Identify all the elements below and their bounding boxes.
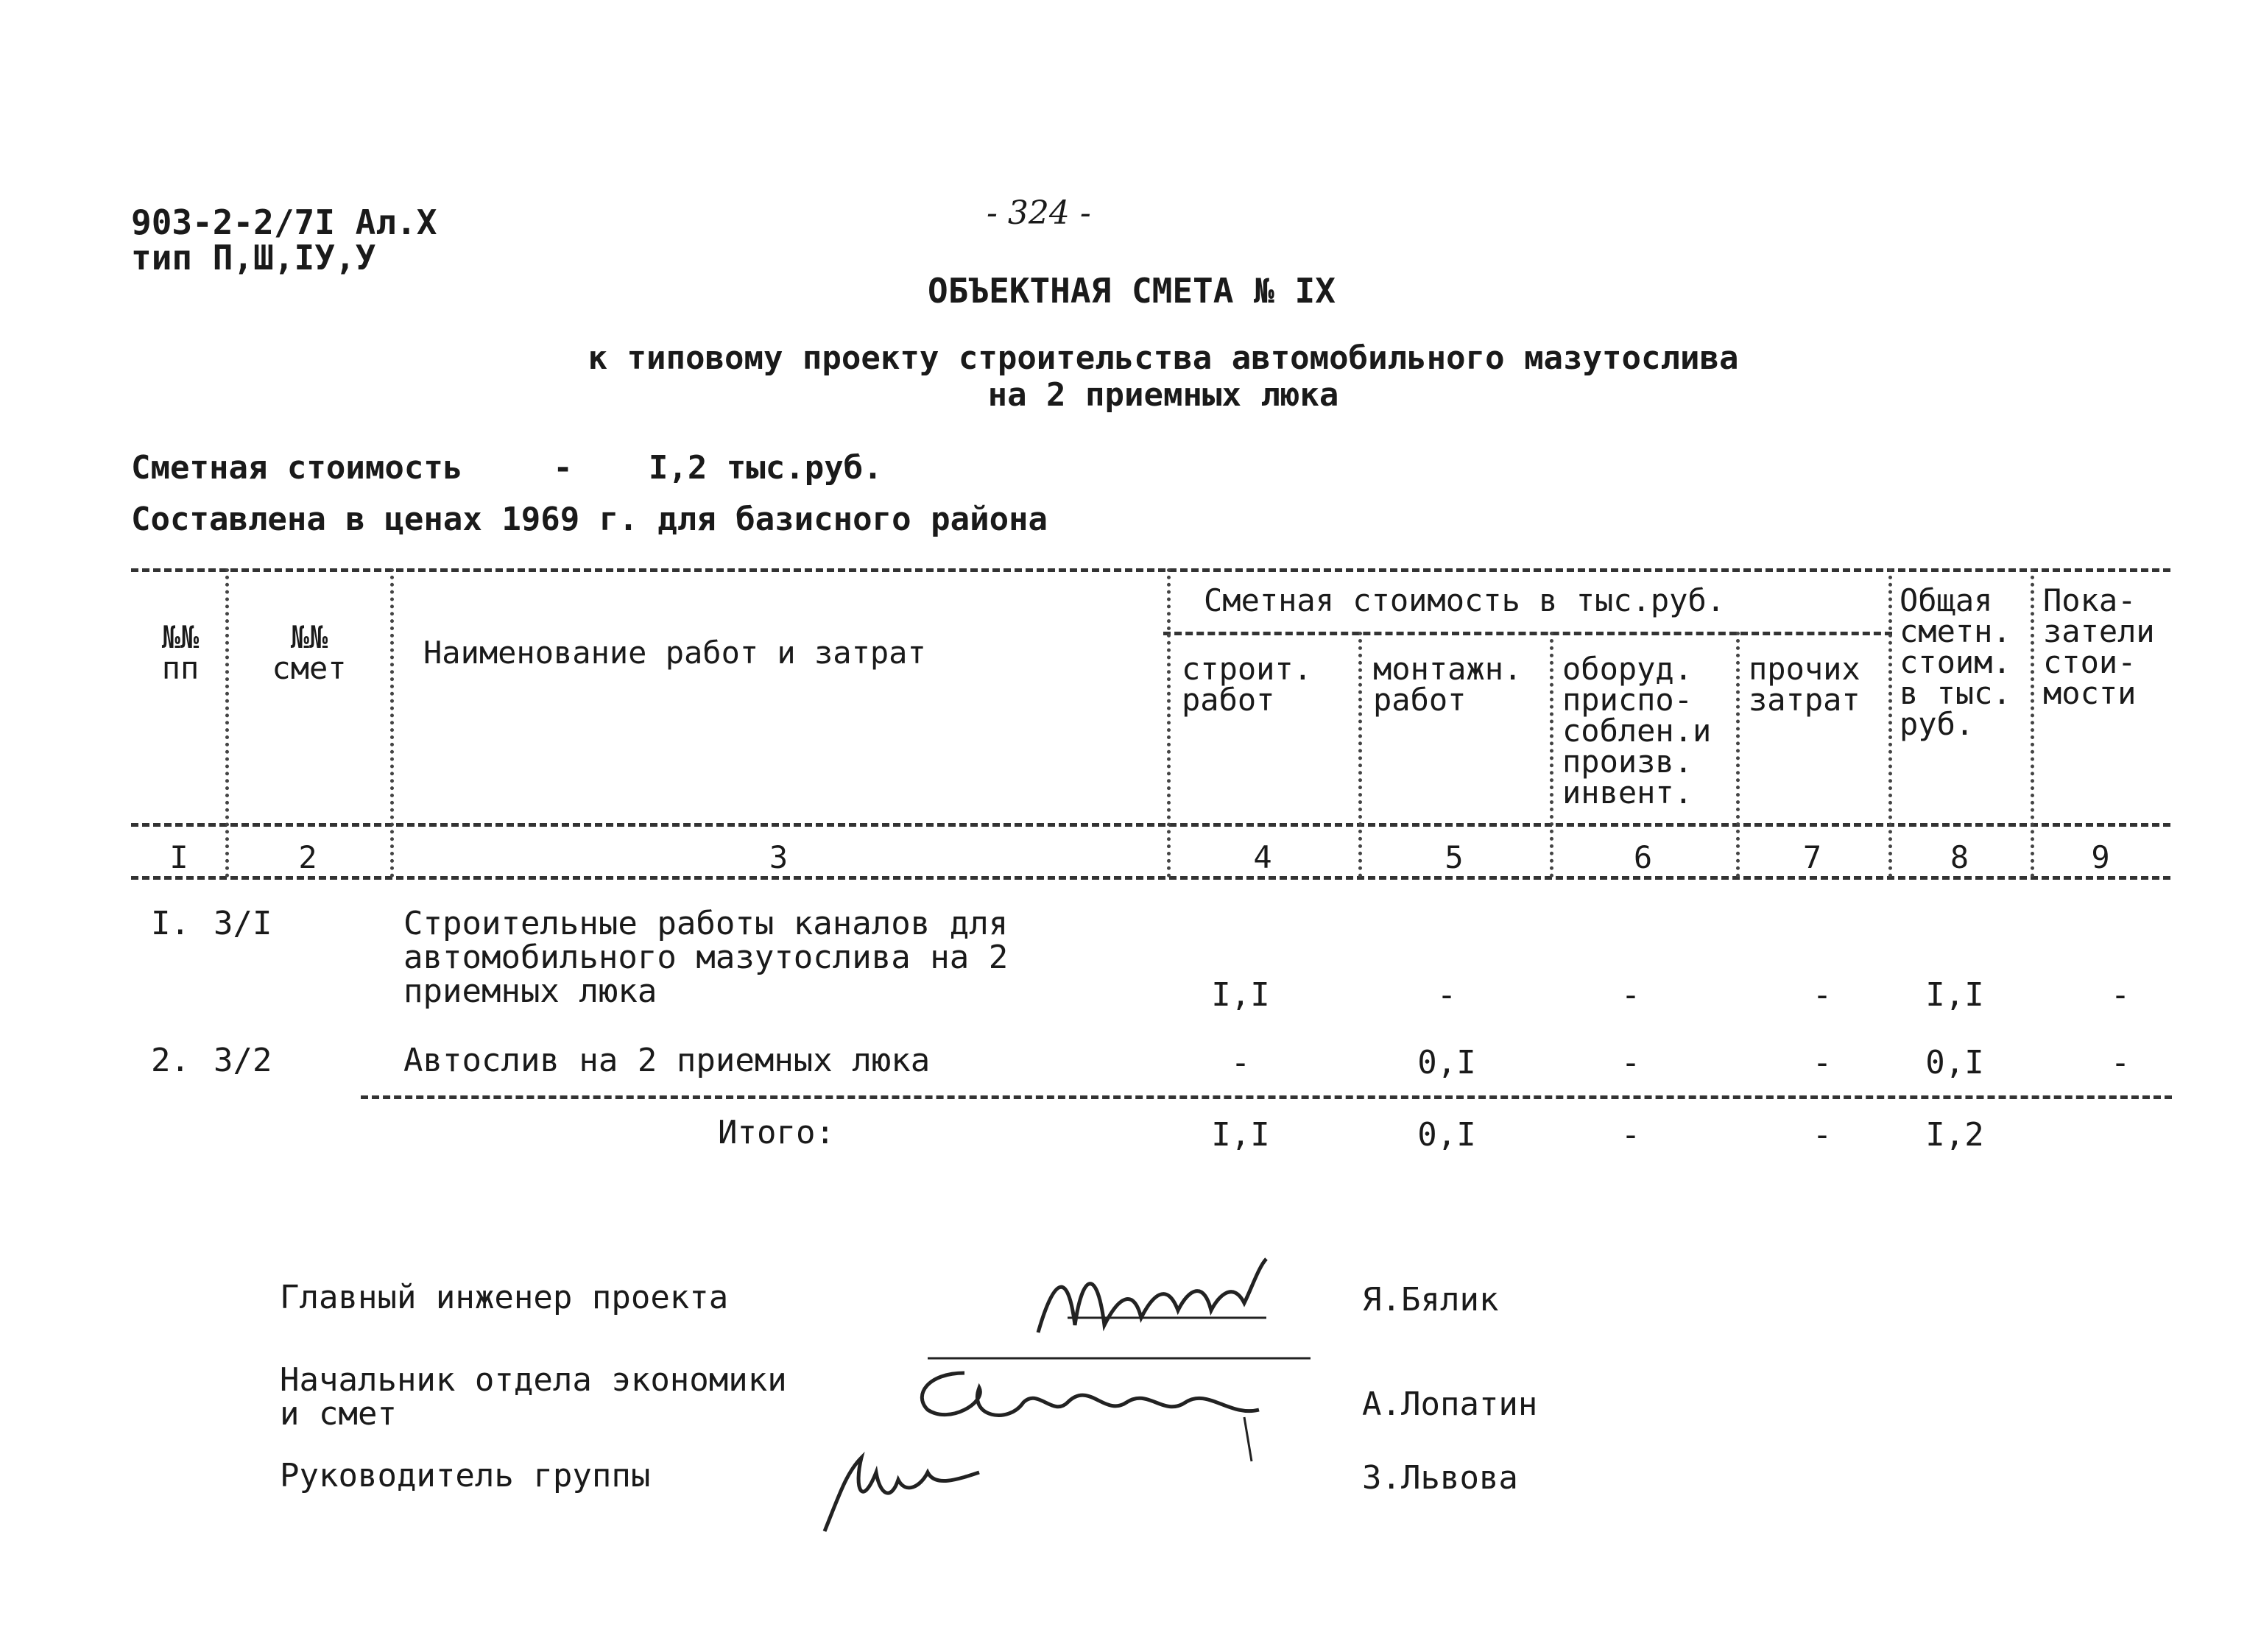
estimated-cost-dash: - xyxy=(553,449,573,487)
header-col-indicators: Пока- затели стои- мости xyxy=(2043,582,2155,711)
column-number-4: 4 xyxy=(1253,839,1272,875)
column-number-1: I xyxy=(169,839,188,875)
prices-note: Составлена в ценах 1969 г. для базисного района xyxy=(131,501,1048,538)
document-code-line1: 903-2-2/7I Ал.X xyxy=(131,202,437,242)
header-col-estimate: №№ смет xyxy=(272,619,347,686)
column-number-5: 5 xyxy=(1445,839,1464,875)
totals-installation: 0,I xyxy=(1417,1116,1476,1154)
col-divider-3 xyxy=(1167,568,1171,878)
column-number-3: 3 xyxy=(769,839,789,875)
page-number: - 324 - xyxy=(987,194,1091,232)
header-col-equipment: оборуд. приспо- соблен.и произв. инвент. xyxy=(1562,651,1712,811)
row2-installation: 0,I xyxy=(1417,1044,1476,1081)
totals-other: - xyxy=(1812,1116,1833,1154)
row2-estimate: 3/2 xyxy=(214,1042,272,1079)
column-number-2: 2 xyxy=(298,839,317,875)
column-number-7: 7 xyxy=(1802,839,1822,875)
row1-other: - xyxy=(1812,976,1833,1014)
row1-estimate: 3/I xyxy=(214,905,272,942)
signature-role-chief-engineer: Главный инженер проекта xyxy=(280,1279,729,1316)
signature-role-head-economics: Начальник отдела экономики и смет xyxy=(280,1361,787,1433)
row1-number: I. xyxy=(151,905,190,942)
totals-total: I,2 xyxy=(1925,1116,1984,1154)
row2-other: - xyxy=(1812,1044,1833,1081)
signature-role-group-leader: Руководитель группы xyxy=(280,1457,651,1494)
document-title: ОБЪЕКТНАЯ СМЕТА № IX xyxy=(928,271,1336,311)
group-header-rule xyxy=(1163,632,1892,635)
row2-number: 2. xyxy=(151,1042,190,1079)
document-code xyxy=(131,202,437,278)
header-col-other: прочих затрат xyxy=(1749,651,1860,718)
estimated-cost xyxy=(131,449,883,487)
header-bottom-rule xyxy=(131,823,2170,827)
signature-name-head-economics: А.Лопатин xyxy=(1362,1386,1538,1423)
totals-construction: I,I xyxy=(1211,1116,1270,1154)
totals-equipment: - xyxy=(1620,1116,1641,1154)
row1-installation: - xyxy=(1436,976,1457,1014)
header-col-number: №№ пп xyxy=(161,619,200,686)
row1-name: Строительные работы каналов для автомобильного мазутослива на 2 приемных люка xyxy=(403,905,1009,1010)
row1-equipment: - xyxy=(1620,976,1641,1014)
row1-construction: I,I xyxy=(1211,976,1270,1014)
header-col-total: Общая сметн. стоим. в тыс. руб. xyxy=(1900,582,2011,742)
row2-total: 0,I xyxy=(1925,1044,1984,1081)
header-cost-group: Сметная стоимость в тыс.руб. xyxy=(1204,582,1726,618)
col-divider-2 xyxy=(390,568,394,878)
handwritten-signature-1 xyxy=(1023,1237,1274,1362)
signature-name-chief-engineer: Я.Бялик xyxy=(1362,1281,1499,1319)
totals-rule xyxy=(361,1095,2172,1099)
row2-name: Автослив на 2 приемных люка xyxy=(403,1042,931,1079)
document-code-line2: тип П,Ш,IУ,У xyxy=(131,238,376,278)
totals-label: Итого: xyxy=(718,1114,835,1151)
header-col-construction: строит. работ xyxy=(1182,651,1313,718)
column-numbers-rule xyxy=(131,876,2170,880)
row2-equipment: - xyxy=(1620,1044,1641,1081)
estimated-cost-value: I,2 тыс.руб. xyxy=(648,449,883,487)
estimated-cost-label: Сметная стоимость xyxy=(131,449,463,487)
column-number-8: 8 xyxy=(1950,839,1969,875)
signature-name-group-leader: З.Львова xyxy=(1362,1459,1518,1497)
row1-total: I,I xyxy=(1925,976,1984,1014)
col-divider-1 xyxy=(225,568,229,878)
table-top-rule xyxy=(131,568,2170,572)
column-number-6: 6 xyxy=(1633,839,1653,875)
handwritten-signature-3 xyxy=(810,1428,987,1539)
column-number-9: 9 xyxy=(2091,839,2110,875)
row2-indicators: - xyxy=(2110,1044,2131,1081)
document-subtitle: к типовому проекту строительства автомобильного мазутослива на 2 приемных люка xyxy=(588,339,1739,414)
row1-indicators: - xyxy=(2110,976,2131,1014)
row2-construction: - xyxy=(1230,1044,1251,1081)
col-divider-7 xyxy=(1888,568,1892,878)
header-col-name: Наименование работ и затрат xyxy=(423,635,926,671)
header-col-installation: монтажн. работ xyxy=(1373,651,1523,718)
